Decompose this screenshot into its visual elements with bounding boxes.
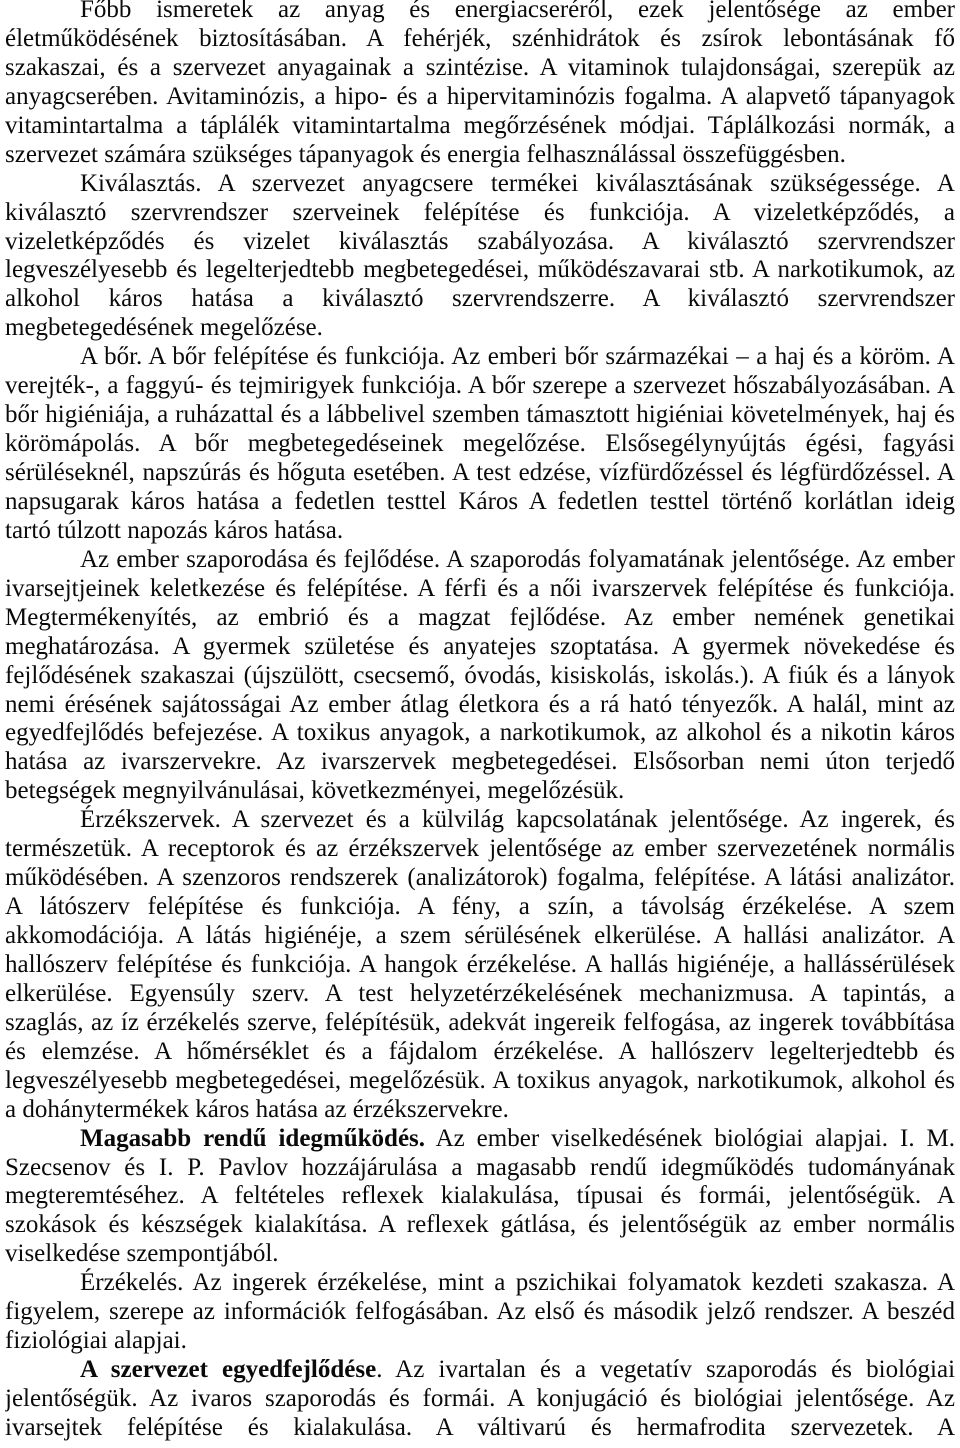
- text-line: megbetegedésének megelőzése.: [5, 314, 323, 342]
- text-line: fiziológiai alapjai.: [5, 1327, 187, 1355]
- text-line: elkerülése. Egyensúly szerv. A test helyzetérzékelésének mechanizmusa. A tapintás, a: [5, 979, 955, 1007]
- text-line: vizeletképződés és vizelet kiválasztás szabályozása. A kiválasztó szervrendszer: [5, 227, 955, 255]
- text-line: akkomodációja. A látás higiénéje, a szem sérülésének elkerülése. A hallási analizátor. A: [5, 922, 955, 949]
- text-line: Kiválasztás. A szervezet anyagcsere termékei kiválasztásának szükségessége. A: [80, 169, 955, 197]
- text-line: hatása az ivarszervekre. Az ivarszervek megbetegedései. Elsősorban nemi úton terjedő: [5, 748, 955, 776]
- paragraph-idegmukodes: [5, 1125, 955, 1270]
- text-line: Érzékelés. Az ingerek érzékelése, mint a pszichikai folyamatok kezdeti szakasza. A: [80, 1269, 955, 1297]
- text-line: tartó túlzott napozás káros hatása.: [5, 516, 344, 544]
- text-line: legveszélyesebb és legelterjedtebb megbetegedései, működészavarai stb. A narkotikumok, az: [5, 256, 955, 284]
- document-page: [5, 0, 955, 1443]
- text-line: Az ember szaporodása és fejlődése. A szaporodás folyamatának jelentősége. Az ember: [80, 545, 955, 573]
- paragraph-anyagcsere: [5, 0, 955, 170]
- paragraph-kivalasztas: [5, 170, 955, 344]
- paragraph-egyedfejlodes: [5, 1356, 955, 1443]
- paragraph-erzekeles: [5, 1269, 955, 1356]
- text-line: A látószerv felépítése és funkciója. A fény, a szín, a távolság érzékelése. A szem: [5, 893, 955, 921]
- text-line: vitamintartalma a táplálék vitamintartalma megőrzésének módjai. Táplálkozási normák, a: [5, 111, 955, 139]
- text-line: A bőr. A bőr felépítése és funkciója. Az emberi bőr származékai – a haj és a köröm. A: [80, 343, 955, 371]
- text-line: fejlődésének szakaszai (újszülött, csecsemő, óvodás, kisiskolás, iskolás.). A fiúk és a lányok: [5, 661, 955, 689]
- text-line: körömápolás. A bőr megbetegedéseinek megelőzése. Elsősegélynyújtás égési, fagyási: [5, 430, 955, 458]
- text-line: ivarsejtjeinek keletkezése és felépítése. A férfi és a női ivarszervek felépítése és funkciója.: [5, 574, 955, 602]
- text-line: meghatározása. A gyermek születése és anyatejes szoptatása. A gyermek növekedése és: [5, 632, 955, 660]
- text-line: természetük. A receptorok és az érzékszervek jelentősége az ember szervezetének normális: [5, 835, 955, 863]
- text-line: verejték-, a faggyú- és tejmirigyek funkciója. A bőr szerepe a szervezet hőszabályozásában. A: [5, 372, 955, 400]
- line-text: Az ember viselkedésének biológiai alapjai. I. M.: [435, 1124, 955, 1152]
- text-line: és elemzése. A hőmérséklet és a fájdalom érzékelése. A hallószerv legelterjedtebb és: [5, 1037, 955, 1065]
- text-line: egyedfejlődés befejezése. A toxikus anyagok, a narkotikumok, az alkohol és a nikotin káros: [5, 719, 955, 747]
- text-line: a dohánytermékek káros hatása az érzékszervekre.: [5, 1095, 509, 1123]
- paragraph-erzekszervek: [5, 806, 955, 1124]
- text-line: napsugarak káros hatása a fedetlen testtel Káros A fedetlen testtel történő korlátlan ideig: [5, 487, 955, 515]
- text-line: Szecsenov és I. P. Pavlov hozzájárulása a magasabb rendű idegműködés tudományának: [5, 1153, 955, 1181]
- text-line: legveszélyesebb megbetegedései, megelőzésük. A toxikus anyagok, narkotikumok, alkohol és: [5, 1066, 955, 1094]
- text-line: nemi érésének sajátosságai Az ember átlag életkora és a rá ható tényezők. A halál, mint az: [5, 690, 955, 718]
- text-line: [5, 1356, 955, 1385]
- section-heading: Magasabb rendű idegműködés.: [80, 1124, 426, 1152]
- text-line: szokások és készségek kialakítása. A reflexek gátlása, és jelentőségük az ember normális: [5, 1211, 955, 1239]
- text-line: betegségek megnyilvánulásai, következményei, megelőzésük.: [5, 777, 625, 805]
- text-line: Érzékszervek. A szervezet és a külvilág kapcsolatának jelentősége. Az ingerek, és: [80, 806, 955, 834]
- text-line: figyelem, szerepe az információk felfogásában. Az első és második jelző rendszer. A beszéd: [5, 1298, 955, 1326]
- text-line: [5, 1125, 955, 1154]
- text-line: megteremtéséhez. A feltételes reflexek kialakulása, típusai és formái, jelentőségük. A: [5, 1182, 955, 1210]
- text-line: életműködésének biztosításában. A fehérjék, szénhidrátok és zsírok lebontásának fő: [5, 24, 955, 52]
- text-line: alkohol káros hatása a kiválasztó szervrendszerre. A kiválasztó szervrendszer: [5, 285, 955, 313]
- text-line: jelentőségük. Az ivaros szaporodás és formái. A konjugáció és biológiai jelentősége. Az: [5, 1385, 955, 1412]
- text-line: kiválasztó szervrendszer szerveinek felépítése és funkciója. A vizeletképződés, a: [5, 198, 955, 226]
- text-line: Főbb ismeretek az anyag és energiacseréről, ezek jelentősége az ember: [80, 0, 955, 23]
- text-line: ivarsejtek felépítése és kialakulása. A váltivarú és hermafrodita szervezetek. A: [5, 1413, 955, 1441]
- text-line: viselkedése szempontjából.: [5, 1240, 279, 1268]
- text-line: sérüléseknél, napszúrás és hőguta esetében. A test edzése, vízfürdőzéssel és légfürdőzéssel. A: [5, 459, 955, 486]
- paragraph-bor: [5, 343, 955, 546]
- text-line: bőr higiéniája, a ruházattal és a lábbelivel szemben támasztott higiéniai követelmények, haj és: [5, 401, 955, 429]
- text-line: működésében. A szenzoros rendszerek (analizátorok) fogalma, felépítése. A látási analizátor.: [5, 864, 955, 892]
- text-line: anyagcserében. Avitaminózis, a hipo- és a hipervitaminózis fogalma. A alapvető tápanyagok: [5, 82, 955, 110]
- text-line: szaglás, az íz érzékelés szerve, felépítésük, adekvát ingereik felfogása, az ingerek továbbítása: [5, 1008, 955, 1036]
- text-line: szervezet számára szükséges tápanyagok és energia felhasználással összefüggésben.: [5, 140, 846, 168]
- line-text: . Az ivartalan és a vegetatív szaporodás és biológiai: [376, 1356, 955, 1384]
- text-line: Megtermékenyítés, az embrió és a magzat fejlődése. Az ember nemének genetikai: [5, 603, 955, 631]
- section-heading: A szervezet egyedfejlődése: [80, 1356, 377, 1384]
- paragraph-szaporodas: [5, 546, 955, 806]
- text-line: szakaszai, és a szervezet anyagainak a szintézise. A vitaminok tulajdonságai, szerepük az: [5, 53, 955, 81]
- text-line: hallószerv felépítése és funkciója. A hangok érzékelése. A hallás higiénéje, a hallássérülések: [5, 950, 955, 978]
